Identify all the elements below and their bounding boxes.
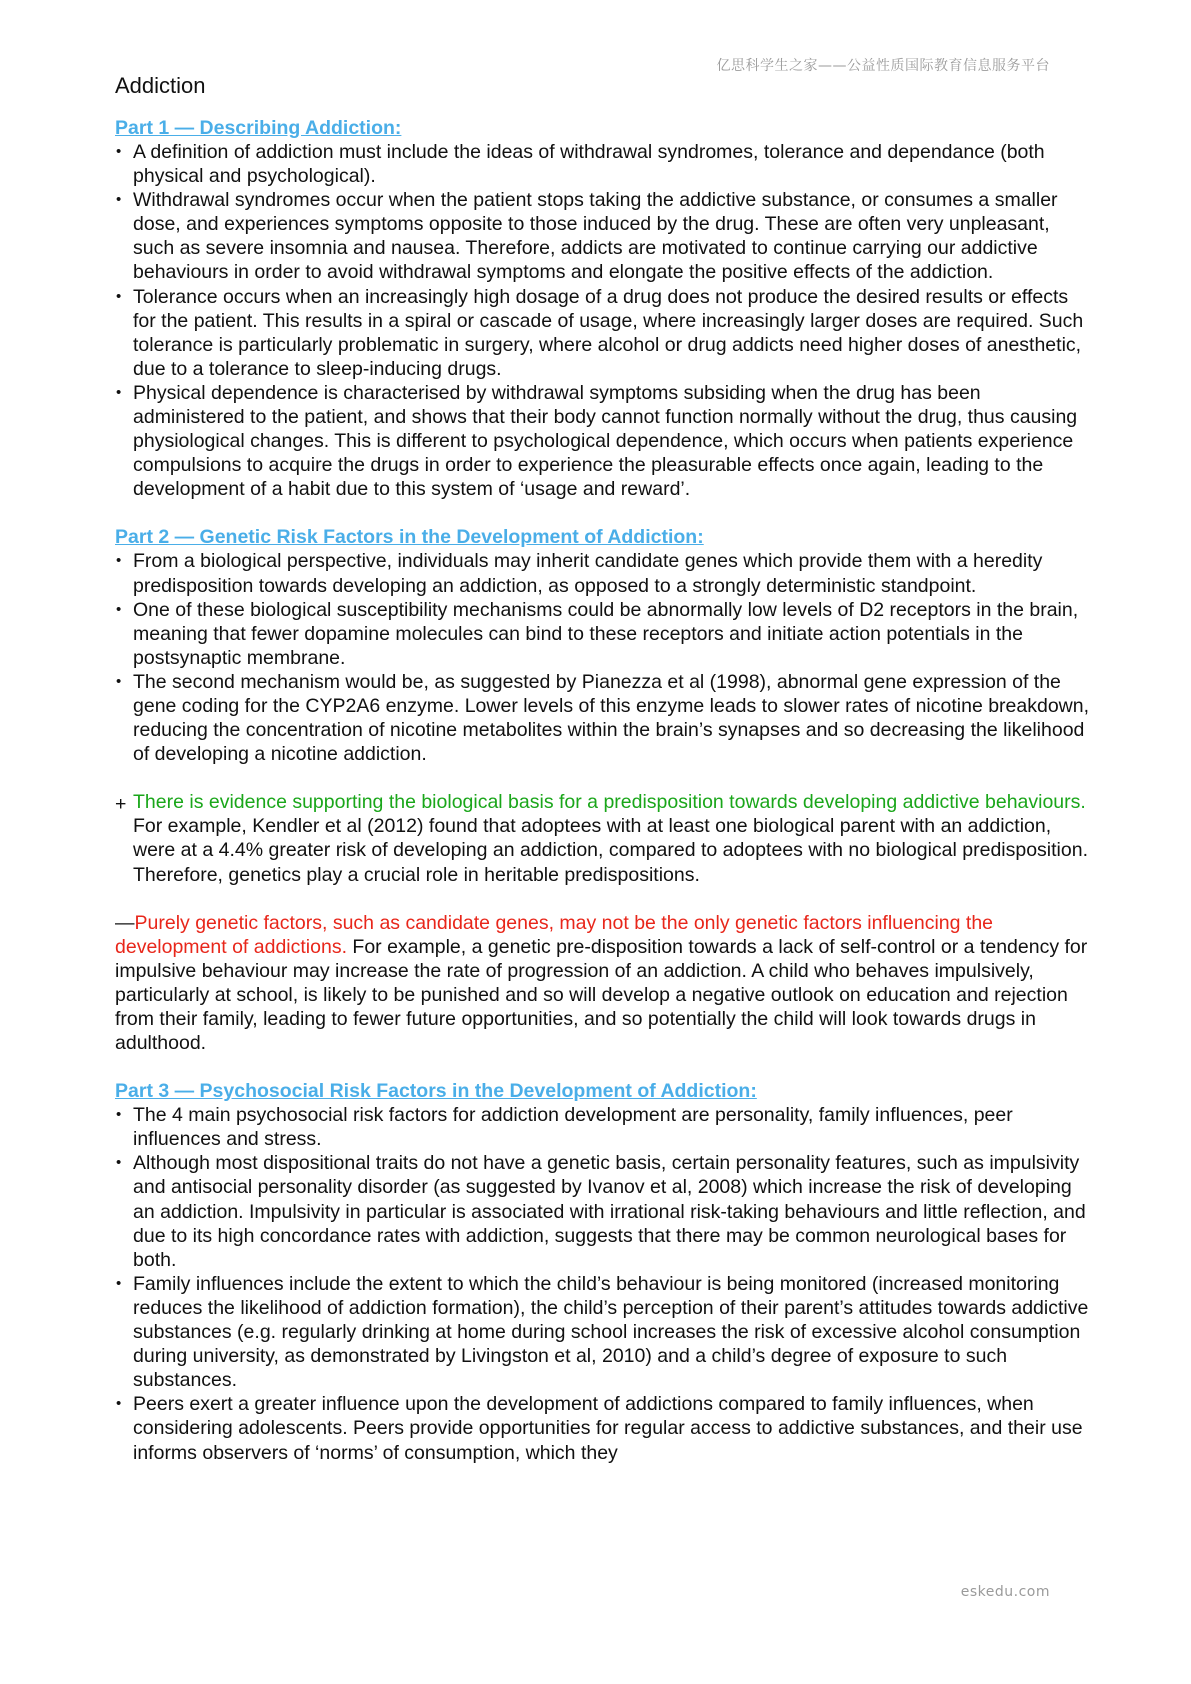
evaluation-negative-text: For example, a genetic pre-disposition towards a lack of self-control or a tendency for impulsive behaviour may increase the rate of progression of an addiction. A child who behaves impulsively, particularly at school, is likely to be punished and so will develop a negative outlook on education and rejection from their family, leading to fewer future opportunities, and so potentially the child will look towards drugs in adulthood. [115, 935, 1088, 1055]
bullet-list-part1 [115, 140, 1090, 501]
section-part2 [115, 525, 1090, 1055]
document-content [115, 72, 1090, 1465]
evaluation-positive-highlight: There is evidence supporting the biological basis for a predisposition towards developing addictive behaviours. [133, 791, 1086, 814]
section-part3 [115, 1079, 1090, 1464]
list-item: • Physical dependence is characterised by withdrawal symptoms subsiding when the drug has been administered to the patient, and shows that their body cannot function normally without the drug, thus causing physiological changes. This is different to psychological dependence, which occurs when patients experience compulsions to acquire the drugs in order to experience the pleasurable effects once again, leading to the development of a habit due to this system of ‘usage and reward’. [115, 381, 1090, 501]
minus-marker: — [115, 911, 135, 934]
list-item: • The second mechanism would be, as suggested by Pianezza et al (1998), abnormal gene expression of the gene coding for the CYP2A6 enzyme. Lower levels of this enzyme leads to slower rates of nicotine breakdown, reducing the concentration of nicotine metabolites within the brain’s synapses and so decreasing the likelihood of developing a nicotine addiction. [115, 670, 1090, 766]
spacer [115, 887, 1090, 911]
evaluation-negative [115, 911, 1090, 1056]
section-heading-part3: Part 3 — Psychosocial Risk Factors in the Development of Addiction: [115, 1080, 757, 1103]
spacer [115, 766, 1090, 790]
watermark-footer: eskedu.com [960, 1584, 1050, 1600]
evaluation-positive-text: For example, Kendler et al (2012) found that adoptees with at least one biological parent with an addiction, were at a 4.4% greater risk of developing an addiction, compared to adoptees with no biological predisposition. Therefore, genetics play a crucial role in heritable predispositions. [133, 815, 1088, 886]
section-part1 [115, 116, 1090, 501]
list-item: • From a biological perspective, individuals may inherit candidate genes which provide them with a heredity predisposition towards developing an addiction, as opposed to a strongly deterministic standpoint. [115, 549, 1090, 597]
section-heading-part2: Part 2 — Genetic Risk Factors in the Development of Addiction: [115, 526, 704, 549]
list-item: • A definition of addiction must include the ideas of withdrawal syndromes, tolerance and dependance (both physical and psychological). [115, 140, 1090, 188]
bullet-list-part2 [115, 549, 1090, 766]
list-item: • Although most dispositional traits do not have a genetic basis, certain personality features, such as impulsivity and antisocial personality disorder (as suggested by Ivanov et al, 2008) which increase the risk of developing an addiction. Impulsivity in particular is associated with irrational risk-taking behaviours and little reflection, and due to its high concordance rates with addiction, suggests that there may be common neurological bases for both. [115, 1151, 1090, 1271]
list-item: • Tolerance occurs when an increasingly high dosage of a drug does not produce the desired results or effects for the patient. This results in a spiral or cascade of usage, where increasingly larger doses are required. Such tolerance is particularly problematic in surgery, where alcohol or drug addicts need higher doses of anesthetic, due to a tolerance to sleep-inducing drugs. [115, 285, 1090, 381]
spacer [115, 501, 1090, 525]
evaluation-negative-highlight: Purely genetic factors, such as candidate genes, may not be the only genetic factors influencing the development of addictions. [115, 911, 994, 958]
list-item: • Family influences include the extent to which the child’s behaviour is being monitored (increased monitoring reduces the likelihood of addiction formation), the child’s perception of their parent’s attitudes towards addictive substances (e.g. regularly drinking at home during school increases the risk of excessive alcohol consumption during university, as demonstrated by Livingston et al, 2010) and a child’s degree of exposure to such substances. [115, 1272, 1090, 1392]
list-item: • One of these biological susceptibility mechanisms could be abnormally low levels of D2 receptors in the brain, meaning that fewer dopamine molecules can bind to these receptors and initiate action potentials in the postsynaptic membrane. [115, 598, 1090, 670]
list-item: • Withdrawal syndromes occur when the patient stops taking the addictive substance, or consumes a smaller dose, and experiences symptoms opposite to those induced by the drug. These are often very unpleasant, such as severe insomnia and nausea. Therefore, addicts are motivated to continue carrying our addictive behaviours in order to avoid withdrawal symptoms and elongate the positive effects of the addiction. [115, 188, 1090, 284]
watermark-header: 亿思科学生之家——公益性质国际教育信息服务平台 [716, 58, 1050, 74]
evaluation-positive [115, 790, 1090, 886]
spacer [115, 1055, 1090, 1079]
list-item: • Peers exert a greater influence upon the development of addictions compared to family influences, when considering adolescents. Peers provide opportunities for regular access to addictive substances, and their use informs observers of ‘norms’ of consumption, which they [115, 1392, 1090, 1464]
list-item: • The 4 main psychosocial risk factors for addiction development are personality, family influences, peer influences and stress. [115, 1103, 1090, 1151]
plus-marker: + [115, 793, 127, 816]
section-heading-part1: Part 1 — Describing Addiction: [115, 117, 402, 139]
document-title: Addiction [115, 73, 206, 98]
bullet-list-part3 [115, 1103, 1090, 1464]
